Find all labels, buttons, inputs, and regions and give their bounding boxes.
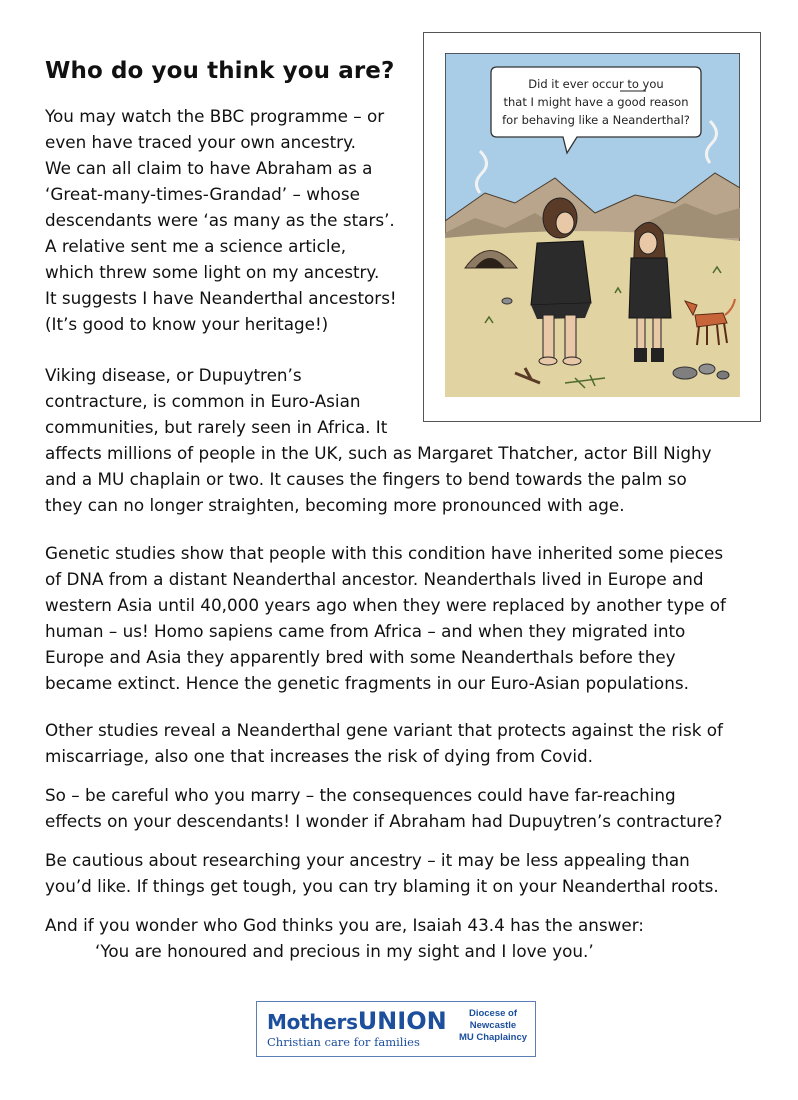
speech-line-1: Did it ever occur to you [528,77,664,91]
text-line: We can all claim to have Abraham as a [45,158,373,178]
text-line: became extinct. Hence the genetic fragments in our Euro-Asian populations. [45,673,689,693]
text-line: So – be careful who you marry – the consequences could have far-reaching [45,785,676,805]
text-line: contracture, is common in Euro-Asian [45,391,361,411]
text-line: and a MU chaplain or two. It causes the fingers to bend towards the palm so [45,469,687,489]
be-cautious-paragraph [45,847,719,899]
isaiah-paragraph [45,912,644,964]
text-line: Other studies reveal a Neanderthal gene variant that protects against the risk of [45,720,723,740]
text-line: human – us! Homo sapiens came from Africa – and when they migrated into [45,621,686,641]
logo-name-part1: Mothers [267,1010,358,1034]
text-line: Genetic studies show that people with this condition have inherited some pieces [45,543,724,563]
text-line: of DNA from a distant Neanderthal ancestor. Neanderthals lived in Europe and [45,569,704,589]
text-line: ‘Great-many-times-Grandad’ – whose [45,184,360,204]
text-line: It suggests I have Neanderthal ancestors! [45,288,397,308]
text-line: descendants were ‘as many as the stars’. [45,210,395,230]
text-line: A relative sent me a science article, [45,236,347,256]
text-line: Be cautious about researching your ancestry – it may be less appealing than [45,850,690,870]
text-line: Viking disease, or Dupuytren’s [45,365,302,385]
text-line: And if you wonder who God thinks you are, Isaiah 43.4 has the answer: [45,915,644,935]
text-line: Europe and Asia they apparently bred with some Neanderthals before they [45,647,676,667]
speech-line-3: for behaving like a Neanderthal? [502,113,690,127]
text-line: communities, but rarely seen in Africa. It [45,417,388,437]
neanderthal-cartoon [445,53,740,397]
text-line: affects millions of people in the UK, such as Margaret Thatcher, actor Bill Nighy [45,443,712,463]
be-careful-paragraph [45,782,722,834]
speech-line-2: that I might have a good reason [503,95,689,109]
text-line: You may watch the BBC programme – or [45,106,385,126]
logo-side-line-3: MU Chaplaincy [458,1032,528,1043]
text-line: (It’s good to know your heritage!) [45,314,329,334]
logo-diocese [457,1008,529,1044]
genetic-studies-paragraph [45,540,726,696]
logo-tagline: Christian care for families [267,1035,420,1049]
text-line: they can no longer straighten, becoming more pronounced with age. [45,495,625,515]
bible-quote: ‘You are honoured and precious in my sight and I love you.’ [95,941,594,961]
logo-side-line-1: Diocese of [468,1008,518,1019]
intro-paragraph [45,103,397,337]
text-line: effects on your descendants! I wonder if Abraham had Dupuytren’s contracture? [45,811,723,831]
text-line: you’d like. If things get tough, you can try blaming it on your Neanderthal roots. [45,876,719,896]
other-studies-paragraph [45,717,723,769]
page-title: Who do you think you are? [45,58,395,84]
logo-side-line-2: Newcastle [469,1020,517,1031]
mothers-union-logo [256,1001,536,1057]
cartoon-frame [423,32,761,422]
text-line: miscarriage, also one that increases the risk of dying from Covid. [45,746,593,766]
text-line: which threw some light on my ancestry. [45,262,380,282]
text-line: even have traced your own ancestry. [45,132,356,152]
logo-wordmark [267,1007,447,1035]
text-line: western Asia until 40,000 years ago when they were replaced by another type of [45,595,726,615]
logo-name-part2: UNION [357,1007,447,1035]
